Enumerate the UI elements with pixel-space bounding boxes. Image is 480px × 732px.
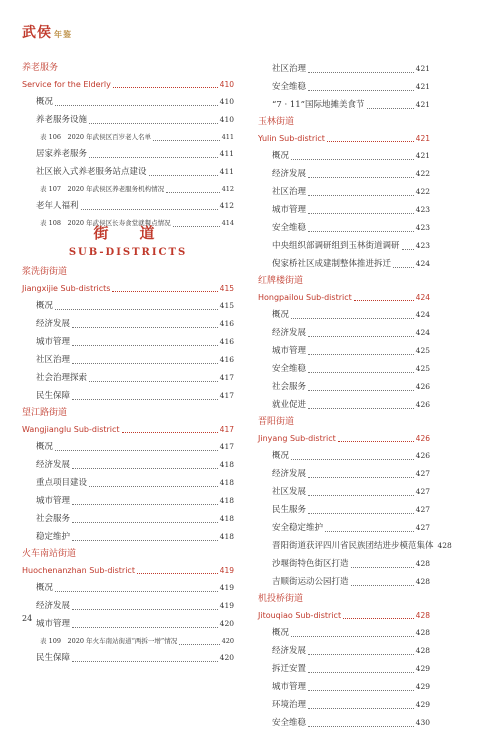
toc-entry[interactable] — [22, 387, 234, 405]
toc-leader-dots — [72, 522, 218, 523]
toc-entry-page: 428 — [415, 646, 430, 655]
toc-entry-title: 安全维稳 — [272, 82, 307, 92]
toc-entry-title: 社区治理 — [272, 64, 307, 74]
toc-entry[interactable] — [22, 456, 234, 474]
toc-entry[interactable] — [22, 597, 234, 615]
toc-heading-en[interactable] — [22, 76, 234, 93]
toc-entry-title: 养老服务 — [22, 63, 59, 73]
toc-entry-page: 429 — [415, 664, 430, 673]
toc-entry-title: 社区嵌入式养老服务站点建设 — [36, 167, 147, 177]
toc-entry[interactable] — [258, 447, 430, 465]
toc-entry[interactable] — [22, 111, 234, 129]
toc-entry-title: 经济发展 — [272, 169, 307, 179]
toc-entry-page: 424 — [415, 328, 430, 337]
toc-entry-title: 概况 — [36, 442, 54, 452]
toc-entry-title: 安全稳定维护 — [272, 523, 324, 533]
toc-leader-dots — [308, 372, 414, 373]
toc-entry-page: 419 — [219, 566, 234, 575]
toc-heading-cn[interactable] — [258, 591, 430, 607]
toc-leader-dots — [327, 141, 414, 142]
toc-entry-title: 就业促进 — [272, 400, 307, 410]
toc-entry-title: 吉顺街运动公园打造 — [272, 577, 349, 587]
toc-entry-page: 426 — [415, 382, 430, 391]
section-title — [22, 222, 234, 258]
toc-heading-en[interactable] — [258, 607, 430, 624]
toc-entry-page: 411 — [219, 167, 234, 176]
toc-entry-title: 社会服务 — [36, 514, 71, 524]
toc-entry[interactable] — [258, 537, 452, 555]
toc-entry-page: 420 — [219, 619, 234, 628]
toc-entry-page: 428 — [415, 611, 430, 620]
logo-text: 武侯 — [22, 25, 52, 41]
toc-leader-dots — [343, 618, 414, 619]
toc-entry-page: 421 — [415, 100, 430, 109]
toc-entry-page: 418 — [219, 496, 234, 505]
toc-heading-en[interactable] — [22, 280, 234, 297]
toc-entry-page: 421 — [415, 82, 430, 91]
toc-entry[interactable] — [22, 315, 234, 333]
toc-entry-page: 425 — [415, 346, 430, 355]
toc-entry-page: 417 — [219, 442, 234, 451]
toc-leader-dots — [308, 90, 414, 91]
toc-leader-dots — [137, 573, 218, 574]
toc-entry-title: 望江路街道 — [22, 408, 68, 418]
toc-entry-page: 418 — [219, 532, 234, 541]
toc-leader-dots — [72, 609, 218, 610]
toc-entry[interactable] — [22, 579, 234, 597]
toc-entry-title: Yulin Sub-district — [258, 134, 325, 143]
toc-entry-title: “7 · 11”国际地摊美食节 — [272, 100, 365, 110]
toc-leader-dots — [308, 495, 414, 496]
toc-entry-page: 420 — [219, 653, 234, 662]
toc-entry-title: Jiangxijie Sub-districts — [22, 284, 111, 293]
toc-entry-title: 城市管理 — [272, 682, 307, 692]
toc-entry[interactable] — [258, 201, 430, 219]
toc-leader-dots — [291, 459, 414, 460]
toc-heading-en[interactable] — [22, 421, 234, 438]
toc-entry-page: 423 — [415, 205, 430, 214]
toc-entry[interactable] — [22, 163, 234, 181]
toc-leader-dots — [89, 123, 218, 124]
toc-leader-dots — [113, 87, 218, 88]
toc-leader-dots — [72, 468, 218, 469]
toc-entry[interactable] — [22, 633, 234, 649]
toc-leader-dots — [308, 213, 414, 214]
toc-entry-page: 427 — [415, 505, 430, 514]
toc-entry-title: 概况 — [272, 151, 290, 161]
toc-leader-dots — [179, 644, 219, 645]
toc-entry-title: 概况 — [272, 628, 290, 638]
toc-leader-dots — [402, 249, 414, 250]
toc-entry-title: 社区发展 — [272, 487, 307, 497]
toc-entry-title: 民生保障 — [36, 391, 71, 401]
toc-leader-dots — [89, 381, 218, 382]
toc-entry-title: 沙堰街特色街区打造 — [272, 559, 349, 569]
toc-entry[interactable] — [258, 324, 430, 342]
toc-leader-dots — [55, 591, 218, 592]
toc-entry-title: 老年人福利 — [36, 201, 79, 211]
toc-entry-title: 安全维稳 — [272, 223, 307, 233]
toc-entry[interactable] — [258, 60, 430, 78]
toc-leader-dots — [72, 504, 218, 505]
toc-entry[interactable] — [258, 342, 430, 360]
toc-entry-title: 晋阳街道 — [258, 417, 295, 427]
toc-entry-title: 经济发展 — [36, 319, 71, 329]
toc-entry-title: 社区治理 — [36, 355, 71, 365]
toc-entry-title: Hongpailou Sub-district — [258, 293, 352, 302]
toc-leader-dots — [153, 140, 219, 141]
toc-leader-dots — [291, 159, 414, 160]
toc-heading-en[interactable] — [258, 430, 430, 447]
toc-entry[interactable] — [22, 438, 234, 456]
toc-entry-page: 414 — [221, 219, 234, 227]
toc-entry-page: 428 — [415, 559, 430, 568]
toc-leader-dots — [338, 441, 414, 442]
toc-entry[interactable] — [22, 333, 234, 351]
toc-entry-title: Jinyang Sub-district — [258, 434, 336, 443]
toc-leader-dots — [55, 450, 218, 451]
toc-entry-page: 416 — [219, 355, 234, 364]
toc-leader-dots — [72, 399, 218, 400]
toc-entry[interactable] — [22, 510, 234, 528]
toc-entry[interactable] — [258, 219, 430, 237]
toc-entry-title: 城市管理 — [272, 346, 307, 356]
toc-entry-title: Service for the Elderly — [22, 80, 111, 89]
toc-heading-cn[interactable] — [22, 60, 234, 76]
toc-leader-dots — [308, 726, 414, 727]
toc-entry-title: 经济发展 — [36, 460, 71, 470]
toc-entry-page: 422 — [415, 187, 430, 196]
toc-entry-title: 拆迁安置 — [272, 664, 307, 674]
toc-leader-dots — [89, 157, 218, 158]
toc-leader-dots — [367, 108, 414, 109]
toc-leader-dots — [72, 627, 218, 628]
toc-leader-dots — [308, 231, 414, 232]
toc-entry-title: 倪家桥社区成建制整体推进拆迁 — [272, 259, 392, 269]
toc-entry-title: 晋阳街道获评四川省民族团结进步模范集体 — [272, 541, 434, 551]
toc-entry[interactable] — [258, 306, 430, 324]
toc-entry-page: 424 — [415, 293, 430, 302]
toc-entry[interactable] — [258, 501, 430, 519]
toc-entry-title: 社会服务 — [272, 382, 307, 392]
toc-entry[interactable] — [22, 492, 234, 510]
toc-right — [258, 60, 452, 732]
toc-entry[interactable] — [258, 573, 430, 591]
section-title-cn: 街 道 — [93, 224, 163, 242]
toc-entry-page: 410 — [219, 80, 234, 89]
toc-entry[interactable] — [258, 678, 430, 696]
toc-leader-dots — [308, 177, 414, 178]
toc-entry[interactable] — [258, 237, 430, 255]
toc-entry-page: 411 — [219, 149, 234, 158]
toc-entry-title: 养老服务设施 — [36, 115, 88, 125]
toc-entry-page: 417 — [219, 425, 234, 434]
toc-entry[interactable] — [258, 519, 430, 537]
toc-entry-title: 玉林街道 — [258, 117, 295, 127]
toc-entry[interactable] — [22, 93, 234, 111]
toc-entry-page: 411 — [221, 133, 234, 141]
toc-leader-dots — [308, 654, 414, 655]
toc-leader-dots — [72, 363, 218, 364]
toc-leader-dots — [72, 540, 218, 541]
toc-entry[interactable] — [258, 624, 430, 642]
toc-entry-page: 417 — [219, 391, 234, 400]
toc-heading-cn[interactable] — [258, 273, 430, 289]
toc-entry-title: 表 106 2020 年武侯区百岁老人名单 — [40, 133, 152, 141]
toc-heading-cn[interactable] — [22, 264, 234, 280]
toc-entry-page: 427 — [415, 487, 430, 496]
toc-entry[interactable] — [258, 255, 430, 273]
toc-entry[interactable] — [22, 649, 234, 667]
toc-leader-dots — [166, 192, 219, 193]
logo-subtext: 年鉴 — [54, 30, 72, 39]
toc-leader-dots — [308, 408, 414, 409]
toc-entry[interactable] — [258, 183, 430, 201]
toc-leader-dots — [308, 390, 414, 391]
toc-heading-cn[interactable] — [22, 405, 234, 421]
toc-entry-page: 428 — [415, 628, 430, 637]
toc-entry-title: 表 108 2020 年武侯区长寿食堂就餐点情况 — [40, 219, 171, 227]
toc-entry-title: 概况 — [36, 583, 54, 593]
toc-entry[interactable] — [22, 145, 234, 163]
toc-entry-page: 427 — [415, 469, 430, 478]
toc-entry-title: Huochenanzhan Sub-district — [22, 566, 135, 575]
toc-heading-en[interactable] — [258, 130, 430, 147]
toc-entry-title: 稳定维护 — [36, 532, 71, 542]
toc-entry-title: 表 109 2020 年火车南站街道“两拆一增”情况 — [40, 637, 178, 645]
toc-leader-dots — [112, 291, 217, 292]
page-number: 24 — [22, 614, 33, 623]
toc-entry-title: 表 107 2020 年武侯区养老服务机构情况 — [40, 185, 165, 193]
toc-leader-dots — [122, 432, 218, 433]
toc-entry-page: 419 — [219, 601, 234, 610]
toc-entry-page: 426 — [415, 434, 430, 443]
toc-entry-title: 城市管理 — [272, 205, 307, 215]
toc-entry-title: 社区治理 — [272, 187, 307, 197]
toc-leader-dots — [308, 477, 414, 478]
toc-leader-dots — [72, 345, 218, 346]
toc-entry-page: 424 — [415, 259, 430, 268]
toc-entry-page: 419 — [219, 583, 234, 592]
toc-entry-page: 416 — [219, 337, 234, 346]
toc-leader-dots — [351, 585, 414, 586]
toc-entry-page: 424 — [415, 310, 430, 319]
toc-entry-title: 概况 — [272, 451, 290, 461]
toc-entry-title: 安全维稳 — [272, 364, 307, 374]
toc-entry[interactable] — [22, 615, 234, 633]
toc-entry-page: 423 — [415, 241, 430, 250]
toc-entry-page: 418 — [219, 460, 234, 469]
toc-entry-title: Wangjianglu Sub-district — [22, 425, 120, 434]
toc-entry-title: 概况 — [36, 301, 54, 311]
toc-entry[interactable] — [258, 78, 430, 96]
toc-leader-dots — [308, 354, 414, 355]
toc-entry-title: 经济发展 — [272, 328, 307, 338]
toc-leader-dots — [351, 567, 414, 568]
toc-entry-title: 红牌楼街道 — [258, 276, 304, 286]
toc-entry[interactable] — [258, 555, 430, 573]
toc-leader-dots — [308, 672, 414, 673]
toc-entry[interactable] — [258, 642, 430, 660]
toc-entry-page: 418 — [219, 478, 234, 487]
toc-entry-page: 430 — [415, 718, 430, 727]
section-title-en: SUB-DISTRICTS — [68, 247, 188, 258]
toc-leader-dots — [308, 195, 414, 196]
toc-entry-page: 410 — [219, 97, 234, 106]
toc-entry[interactable] — [22, 181, 234, 197]
toc-entry-title: 浆洗街街道 — [22, 267, 68, 277]
toc-leader-dots — [325, 531, 414, 532]
toc-leader-dots — [308, 72, 414, 73]
toc-entry-page: 410 — [219, 115, 234, 124]
toc-entry[interactable] — [22, 351, 234, 369]
toc-entry-page: 420 — [221, 637, 234, 645]
toc-entry[interactable] — [22, 369, 234, 387]
toc-entry-title: 机投桥街道 — [258, 594, 304, 604]
toc-entry[interactable] — [258, 714, 430, 732]
toc-entry-title: 环境治理 — [272, 700, 307, 710]
toc-leader-dots — [89, 486, 218, 487]
toc-entry-page: 422 — [415, 169, 430, 178]
toc-heading-en[interactable] — [22, 562, 234, 579]
toc-entry-page: 415 — [219, 284, 234, 293]
toc-entry-title: 民生保障 — [36, 653, 71, 663]
toc-entry-title: 民生服务 — [272, 505, 307, 515]
toc-leader-dots — [308, 690, 414, 691]
toc-entry-page: 412 — [219, 201, 234, 210]
yearbook-logo — [22, 22, 72, 42]
toc-entry-title: 社会治理探索 — [36, 373, 88, 383]
toc-left-bottom — [22, 264, 234, 667]
toc-leader-dots — [308, 708, 414, 709]
toc-entry-page: 425 — [415, 364, 430, 373]
toc-entry[interactable] — [258, 483, 430, 501]
toc-entry[interactable] — [258, 660, 430, 678]
toc-entry-title: 经济发展 — [272, 469, 307, 479]
toc-entry[interactable] — [22, 297, 234, 315]
toc-entry[interactable] — [258, 147, 430, 165]
toc-leader-dots — [55, 309, 218, 310]
toc-leader-dots — [81, 209, 218, 210]
toc-entry-page: 417 — [219, 373, 234, 382]
toc-entry-title: 城市管理 — [36, 619, 71, 629]
toc-entry-title: Jitouqiao Sub-district — [258, 611, 342, 620]
toc-entry-page: 423 — [415, 223, 430, 232]
toc-entry-page: 416 — [219, 319, 234, 328]
toc-entry-title: 城市管理 — [36, 337, 71, 347]
toc-entry-page: 421 — [415, 151, 430, 160]
toc-entry[interactable] — [22, 129, 234, 145]
toc-entry-title: 经济发展 — [36, 601, 71, 611]
toc-entry-title: 重点项目建设 — [36, 478, 88, 488]
toc-leader-dots — [72, 661, 218, 662]
toc-left-top — [22, 60, 234, 231]
toc-entry-title: 概况 — [36, 97, 54, 107]
toc-entry-page: 418 — [219, 514, 234, 523]
toc-entry[interactable] — [258, 696, 430, 714]
toc-entry-page: 427 — [415, 523, 430, 532]
toc-entry-page: 421 — [415, 64, 430, 73]
toc-entry-page: 428 — [415, 577, 430, 586]
toc-entry-title: 城市管理 — [36, 496, 71, 506]
toc-leader-dots — [308, 513, 414, 514]
toc-entry[interactable] — [22, 474, 234, 492]
toc-entry-page: 429 — [415, 700, 430, 709]
toc-leader-dots — [149, 175, 218, 176]
toc-entry[interactable] — [258, 396, 430, 414]
toc-entry-page: 428 — [437, 541, 452, 550]
toc-entry[interactable] — [258, 360, 430, 378]
toc-entry[interactable] — [22, 197, 234, 215]
toc-leader-dots — [55, 105, 218, 106]
toc-entry[interactable] — [258, 465, 430, 483]
toc-leader-dots — [291, 636, 414, 637]
toc-entry-page: 426 — [415, 400, 430, 409]
toc-entry[interactable] — [258, 165, 430, 183]
toc-entry-title: 中央组织部调研组到玉林街道调研 — [272, 241, 400, 251]
toc-entry-page: 412 — [221, 185, 234, 193]
toc-leader-dots — [393, 267, 414, 268]
toc-entry-title: 经济发展 — [272, 646, 307, 656]
toc-heading-cn[interactable] — [258, 414, 430, 430]
toc-entry[interactable] — [22, 528, 234, 546]
toc-heading-cn[interactable] — [258, 114, 430, 130]
toc-entry-title: 居家养老服务 — [36, 149, 88, 159]
toc-entry[interactable] — [258, 378, 430, 396]
toc-entry[interactable] — [258, 96, 430, 114]
toc-heading-cn[interactable] — [22, 546, 234, 562]
toc-entry-page: 426 — [415, 451, 430, 460]
toc-leader-dots — [308, 336, 414, 337]
toc-leader-dots — [291, 318, 414, 319]
toc-leader-dots — [354, 300, 414, 301]
toc-entry-page: 429 — [415, 682, 430, 691]
toc-entry-page: 415 — [219, 301, 234, 310]
toc-entry-page: 421 — [415, 134, 430, 143]
toc-heading-en[interactable] — [258, 289, 430, 306]
toc-leader-dots — [72, 327, 218, 328]
toc-entry-title: 火车南站街道 — [22, 549, 77, 559]
toc-entry-title: 安全维稳 — [272, 718, 307, 728]
toc-entry-title: 概况 — [272, 310, 290, 320]
